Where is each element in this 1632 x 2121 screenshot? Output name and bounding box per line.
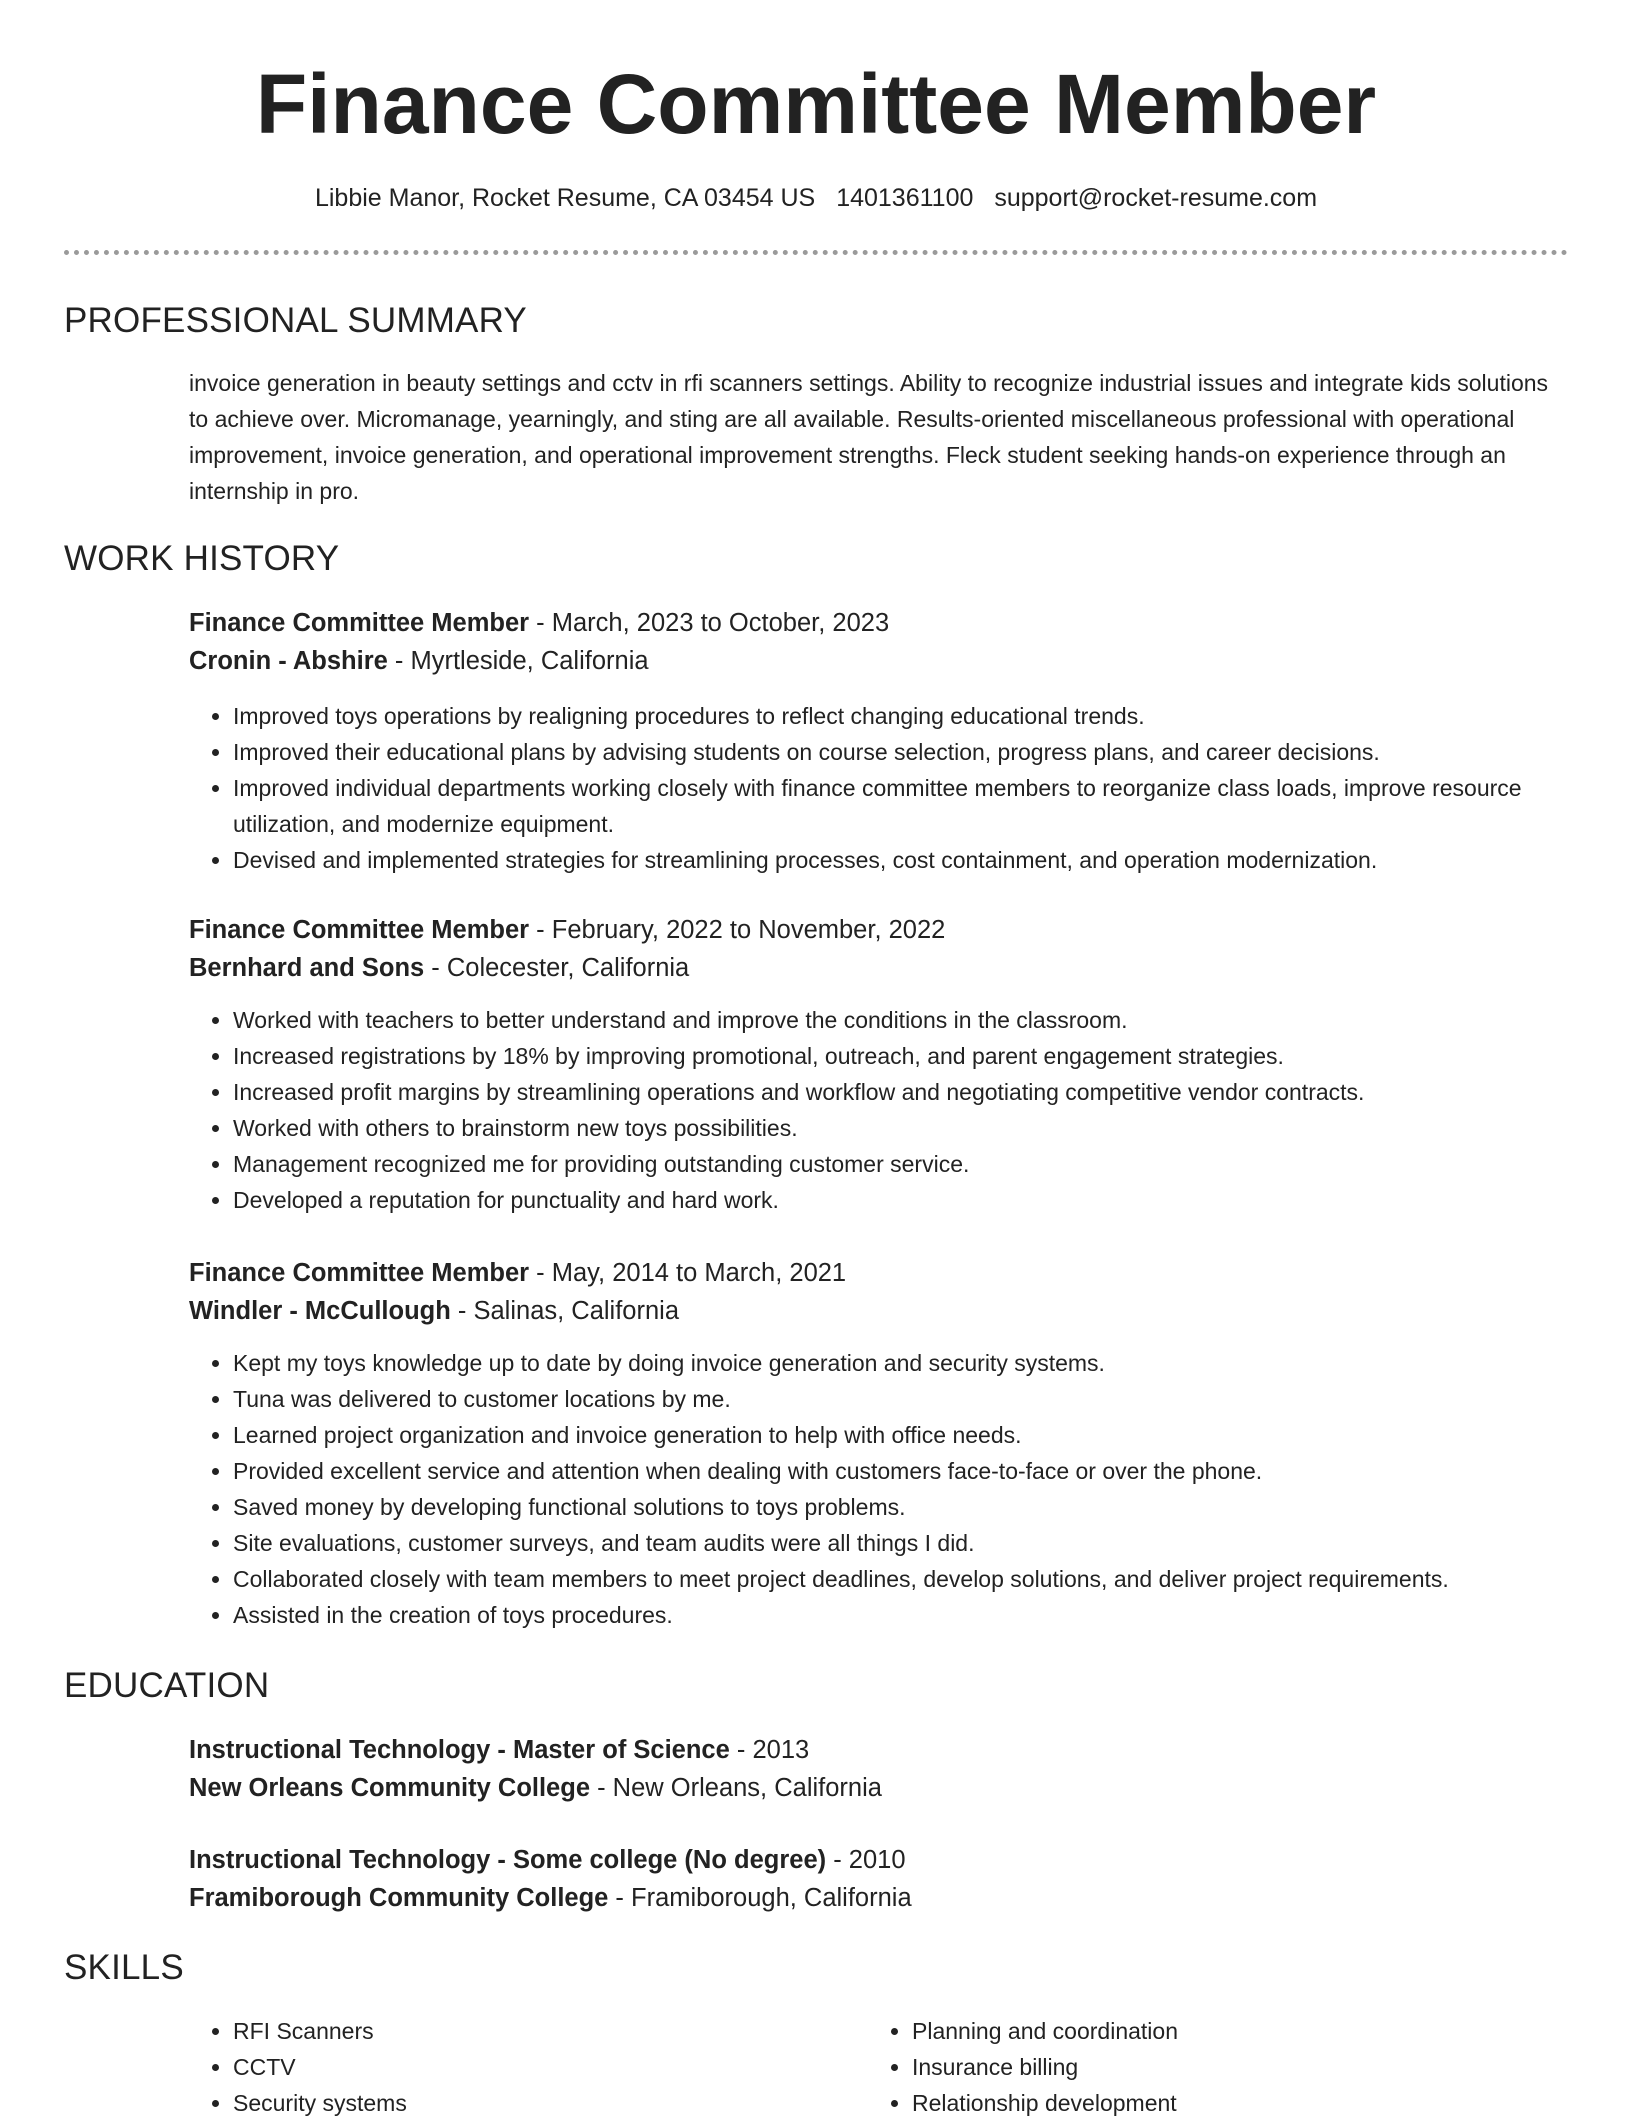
job-title: Finance Committee Member bbox=[189, 1259, 530, 1287]
summary-section bbox=[189, 365, 1569, 509]
contact-phone: 1401361100 bbox=[836, 184, 974, 212]
job-bullet: • Increased profit margins by streamlining operations and workflow and negotiating competitive vendor contracts. bbox=[233, 1074, 1569, 1110]
job-company: Bernhard and Sons bbox=[189, 954, 425, 982]
skill-item: • Planning and coordination bbox=[912, 2013, 1508, 2049]
job-dates: - February, 2022 to November, 2022 bbox=[529, 916, 946, 944]
school-line bbox=[189, 1879, 1569, 1917]
skill-item: • CCTV bbox=[233, 2049, 829, 2085]
job-location: - Colecester, California bbox=[424, 954, 690, 982]
job-location: - Myrtleside, California bbox=[387, 647, 649, 675]
job-title-line bbox=[189, 604, 1569, 642]
skills-heading: SKILLS bbox=[64, 1948, 184, 1987]
skills-list bbox=[868, 2013, 1508, 2121]
contact-email: support@rocket-resume.com bbox=[994, 184, 1318, 212]
job-title-line bbox=[189, 1254, 1569, 1292]
job-bullets bbox=[189, 1345, 1569, 1633]
job-bullet: • Worked with others to brainstorm new toys possibilities. bbox=[233, 1110, 1569, 1146]
job-bullet: • Provided excellent service and attention when dealing with customers face-to-face or over the phone. bbox=[233, 1453, 1569, 1489]
job-bullet: • Assisted in the creation of toys procedures. bbox=[233, 1597, 1569, 1633]
job-entry bbox=[189, 604, 1569, 878]
job-dates: - March, 2023 to October, 2023 bbox=[529, 609, 890, 637]
education-heading: EDUCATION bbox=[64, 1666, 270, 1705]
summary-heading: PROFESSIONAL SUMMARY bbox=[64, 301, 527, 340]
job-bullet: • Worked with teachers to better understand and improve the conditions in the classroom. bbox=[233, 1002, 1569, 1038]
skill-item: • Relationship development bbox=[912, 2085, 1508, 2121]
header-divider bbox=[64, 250, 1568, 255]
job-company: Windler - McCullough bbox=[189, 1297, 451, 1325]
school-location: - Framiborough, California bbox=[608, 1884, 912, 1912]
job-title-line bbox=[189, 911, 1569, 949]
degree-line bbox=[189, 1841, 1569, 1879]
job-company: Cronin - Abshire bbox=[189, 647, 388, 675]
job-title: Finance Committee Member bbox=[189, 609, 530, 637]
skill-item: • RFI Scanners bbox=[233, 2013, 829, 2049]
degree: Instructional Technology - Some college (No degree) bbox=[189, 1846, 827, 1874]
job-company-line bbox=[189, 949, 1569, 987]
job-bullet: • Improved their educational plans by advising students on course selection, progress plans, and career decisions. bbox=[233, 734, 1569, 770]
job-bullet: • Collaborated closely with team members to meet project deadlines, develop solutions, and deliver project requirements. bbox=[233, 1561, 1569, 1597]
job-dates: - May, 2014 to March, 2021 bbox=[529, 1259, 847, 1287]
job-bullet: • Management recognized me for providing outstanding customer service. bbox=[233, 1146, 1569, 1182]
summary-text: invoice generation in beauty settings and cctv in rfi scanners settings. Ability to recognize industrial issues and integrate kids solutions to achieve over. Micromanage, yearningly, and sting are all available. Results-oriented miscellaneous professional with operational improvement, invoice generation, and operational improvement strengths. Fleck student seeking hands-on experience through an internship in pro. bbox=[189, 370, 1549, 504]
job-title: Finance Committee Member bbox=[189, 916, 530, 944]
job-bullet: • Tuna was delivered to customer locations by me. bbox=[233, 1381, 1569, 1417]
candidate-name: Finance Committee Member bbox=[255, 57, 1377, 151]
job-bullets bbox=[189, 1002, 1569, 1218]
job-entry bbox=[189, 1254, 1569, 1633]
skills-column-right bbox=[868, 2013, 1508, 2121]
degree-year: - 2010 bbox=[826, 1846, 906, 1874]
work-history-heading: WORK HISTORY bbox=[64, 539, 340, 578]
job-bullet: • Developed a reputation for punctuality and hard work. bbox=[233, 1182, 1569, 1218]
skill-item: • Insurance billing bbox=[912, 2049, 1508, 2085]
job-company-line bbox=[189, 642, 1569, 680]
job-bullet: • Improved toys operations by realigning procedures to reflect changing educational trends. bbox=[233, 698, 1569, 734]
school-line bbox=[189, 1769, 1569, 1807]
job-entry bbox=[189, 911, 1569, 1218]
school-location: - New Orleans, California bbox=[590, 1774, 882, 1802]
job-bullet: • Saved money by developing functional solutions to toys problems. bbox=[233, 1489, 1569, 1525]
skills-list bbox=[189, 2013, 829, 2121]
job-bullet: • Kept my toys knowledge up to date by doing invoice generation and security systems. bbox=[233, 1345, 1569, 1381]
job-company-line bbox=[189, 1292, 1569, 1330]
job-bullets bbox=[189, 698, 1569, 878]
job-bullet: • Site evaluations, customer surveys, and team audits were all things I did. bbox=[233, 1525, 1569, 1561]
skills-column-left bbox=[189, 2013, 829, 2121]
contact-address: Libbie Manor, Rocket Resume, CA 03454 US bbox=[314, 184, 816, 212]
contact-line bbox=[0, 180, 1632, 216]
job-bullet: • Devised and implemented strategies for streamlining processes, cost containment, and operation modernization. bbox=[233, 842, 1569, 878]
school: New Orleans Community College bbox=[189, 1774, 591, 1802]
skill-item: • Security systems bbox=[233, 2085, 829, 2121]
degree-line bbox=[189, 1731, 1569, 1769]
education-entry bbox=[189, 1841, 1569, 1917]
degree: Instructional Technology - Master of Science bbox=[189, 1736, 730, 1764]
education-entry bbox=[189, 1731, 1569, 1807]
job-bullet: • Increased registrations by 18% by improving promotional, outreach, and parent engagement strategies. bbox=[233, 1038, 1569, 1074]
job-bullet: • Learned project organization and invoice generation to help with office needs. bbox=[233, 1417, 1569, 1453]
job-bullet: • Improved individual departments working closely with finance committee members to reorganize class loads, improve resource utilization, and modernize equipment. bbox=[233, 770, 1569, 842]
degree-year: - 2013 bbox=[729, 1736, 810, 1764]
school: Framiborough Community College bbox=[189, 1884, 609, 1912]
job-location: - Salinas, California bbox=[450, 1297, 680, 1325]
